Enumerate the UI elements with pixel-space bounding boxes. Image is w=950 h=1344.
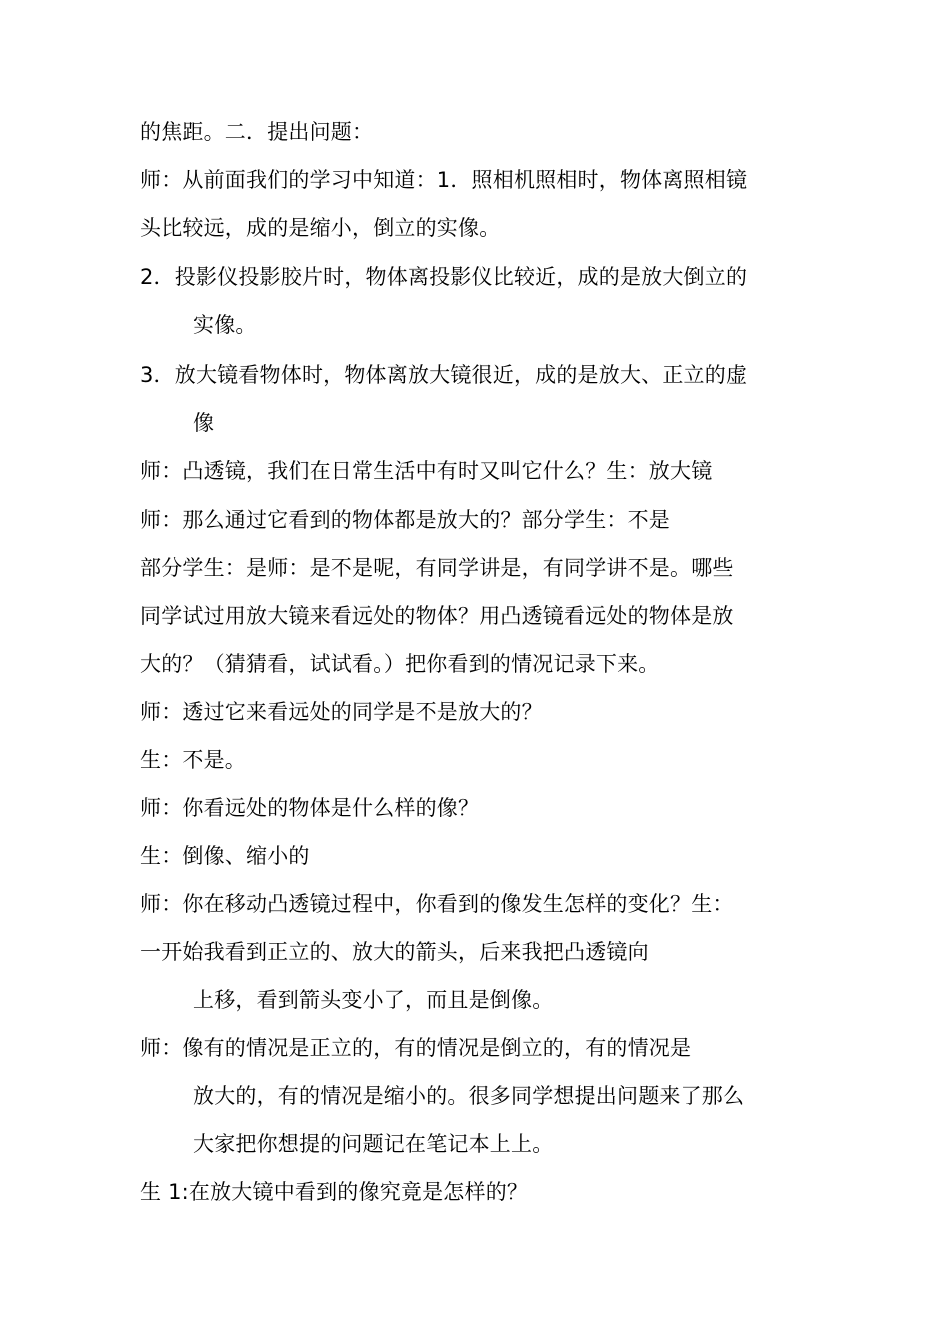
text-line-18: 一开始我看到正立的、放大的箭头，后来我把凸透镜向 (140, 940, 649, 964)
text-line-2: 师：从前面我们的学习中知道：1．照相机照相时，物体离照相镜 (140, 168, 748, 192)
text-line-7: 像 (193, 411, 215, 435)
text-line-20: 师：像有的情况是正立的，有的情况是倒立的，有的情况是 (140, 1036, 692, 1060)
text-line-17: 师：你在移动凸透镜过程中，你看到的像发生怎样的变化？生： (140, 892, 734, 916)
text-line-16: 生：倒像、缩小的 (140, 844, 310, 868)
text-line-15: 师：你看远处的物体是什么样的像？ (140, 796, 480, 820)
text-line-11: 同学试过用放大镜来看远处的物体？用凸透镜看远处的物体是放 (140, 604, 734, 628)
text-line-13: 师：透过它来看远处的同学是不是放大的？ (140, 700, 543, 724)
text-line-23: 生 1:在放大镜中看到的像究竟是怎样的？ (140, 1180, 529, 1204)
text-line-5: 实像。 (193, 313, 257, 337)
text-line-3: 头比较远，成的是缩小，倒立的实像。 (140, 216, 501, 240)
text-line-21: 放大的，有的情况是缩小的。很多同学想提出问题来了那么 (193, 1084, 745, 1108)
text-line-4: 2．投影仪投影胶片时，物体离投影仪比较近，成的是放大倒立的 (140, 265, 748, 289)
text-line-22: 大家把你想提的问题记在笔记本上上。 (193, 1132, 554, 1156)
text-line-19: 上移，看到箭头变小了，而且是倒像。 (193, 988, 554, 1012)
text-line-9: 师：那么通过它看到的物体都是放大的？部分学生：不是 (140, 508, 670, 532)
text-line-8: 师：凸透镜，我们在日常生活中有时又叫它什么？生：放大镜 (140, 459, 713, 483)
text-line-14: 生：不是。 (140, 748, 246, 772)
text-line-6: 3．放大镜看物体时，物体离放大镜很近，成的是放大、正立的虚 (140, 363, 748, 387)
text-line-1: 的焦距。二．提出问题： (140, 120, 374, 144)
text-line-12: 大的？（猜猜看，试试看。）把你看到的情况记录下来。 (140, 652, 660, 676)
text-line-10: 部分学生：是师：是不是呢，有同学讲是，有同学讲不是。哪些 (140, 556, 734, 580)
